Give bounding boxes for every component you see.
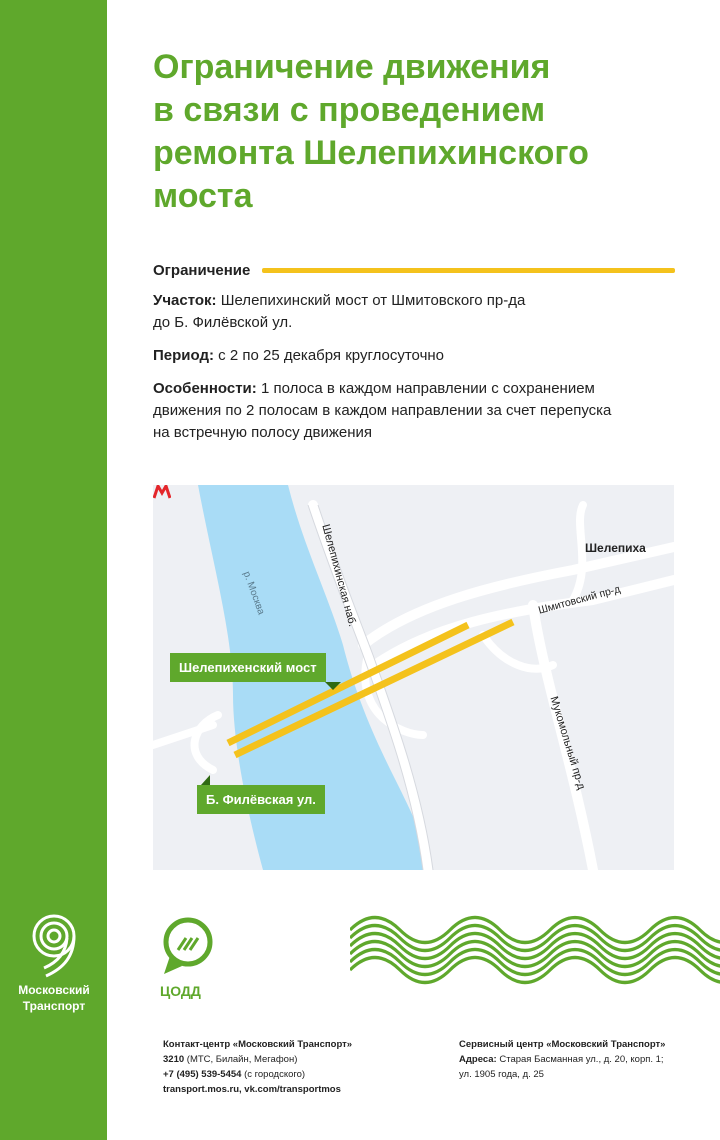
- contact-phone-short: 3210: [163, 1054, 185, 1065]
- service-center-info: [459, 1037, 709, 1082]
- shmitovsky-label: Шмитовский пр-д: [537, 583, 622, 617]
- page-title: [153, 46, 693, 218]
- period-text: с 2 по 25 декабря круглосуточно: [218, 347, 445, 364]
- service-address-2: ул. 1905 года, д. 25: [459, 1069, 544, 1080]
- moscow-transport-logo: [10, 912, 98, 1014]
- contact-center-info: [163, 1037, 413, 1097]
- area-text-2: до Б. Филёвской ул.: [153, 314, 293, 331]
- area-text: Шелепихинский мост от Шмитовского пр-да: [220, 292, 526, 309]
- area-label: Участок:: [153, 292, 217, 309]
- transport-nine-icon: [26, 912, 82, 978]
- title-line-4: моста: [153, 177, 253, 215]
- street-callout: Б. Филёвская ул.: [197, 785, 325, 814]
- river-label: р. Москва: [240, 570, 267, 617]
- title-line-3: ремонта Шелепихинского: [153, 134, 589, 172]
- service-address-1: Старая Басманная ул., д. 20, корп. 1;: [499, 1054, 664, 1065]
- contact-phone-full-note: (с городского): [244, 1069, 306, 1080]
- period-label: Период:: [153, 347, 214, 364]
- section-label: Ограничение: [153, 261, 251, 279]
- route-map: [153, 485, 674, 870]
- embankment-label: Шелепихинская наб.: [319, 523, 359, 628]
- title-line-2: в связи с проведением: [153, 91, 546, 129]
- service-address-label: Адреса:: [459, 1054, 497, 1065]
- codd-logo: [160, 916, 230, 999]
- mukomolny-label: Мукомольный пр-д: [547, 695, 588, 792]
- title-line-1: Ограничение движения: [153, 48, 551, 86]
- codd-emblem-icon: [160, 916, 216, 976]
- features-info: [153, 378, 693, 444]
- features-text-2: движения по 2 полосам в каждом направлении за счет перепуска: [153, 402, 612, 419]
- contact-center-title: Контакт-центр «Московский Транспорт»: [163, 1039, 353, 1050]
- metro-station-label: Шелепиха: [585, 541, 646, 555]
- codd-label: ЦОДД: [160, 983, 201, 999]
- metro-icon: [153, 485, 171, 499]
- features-text-1: 1 полоса в каждом направлении с сохранением: [260, 380, 595, 397]
- section-divider: [262, 268, 675, 273]
- service-center-title: Сервисный центр «Московский Транспорт»: [459, 1039, 666, 1050]
- area-info: [153, 290, 693, 334]
- bridge-callout: Шелепихенский мост: [170, 653, 326, 682]
- section-header: [153, 260, 675, 280]
- period-info: [153, 345, 693, 367]
- contact-websites[interactable]: transport.mos.ru, vk.com/transportmos: [163, 1084, 341, 1095]
- brand-sidebar: [0, 0, 107, 1140]
- contact-phone-short-note: (МТС, Билайн, Мегафон): [186, 1054, 298, 1065]
- contact-phone-full: +7 (495) 539-5454: [163, 1069, 242, 1080]
- brand-name-line1: Московский: [18, 983, 90, 997]
- features-label: Особенности:: [153, 380, 257, 397]
- features-text-3: на встречную полосу движения: [153, 424, 372, 441]
- decorative-waves: [350, 910, 720, 992]
- brand-name-line2: Транспорт: [22, 999, 86, 1013]
